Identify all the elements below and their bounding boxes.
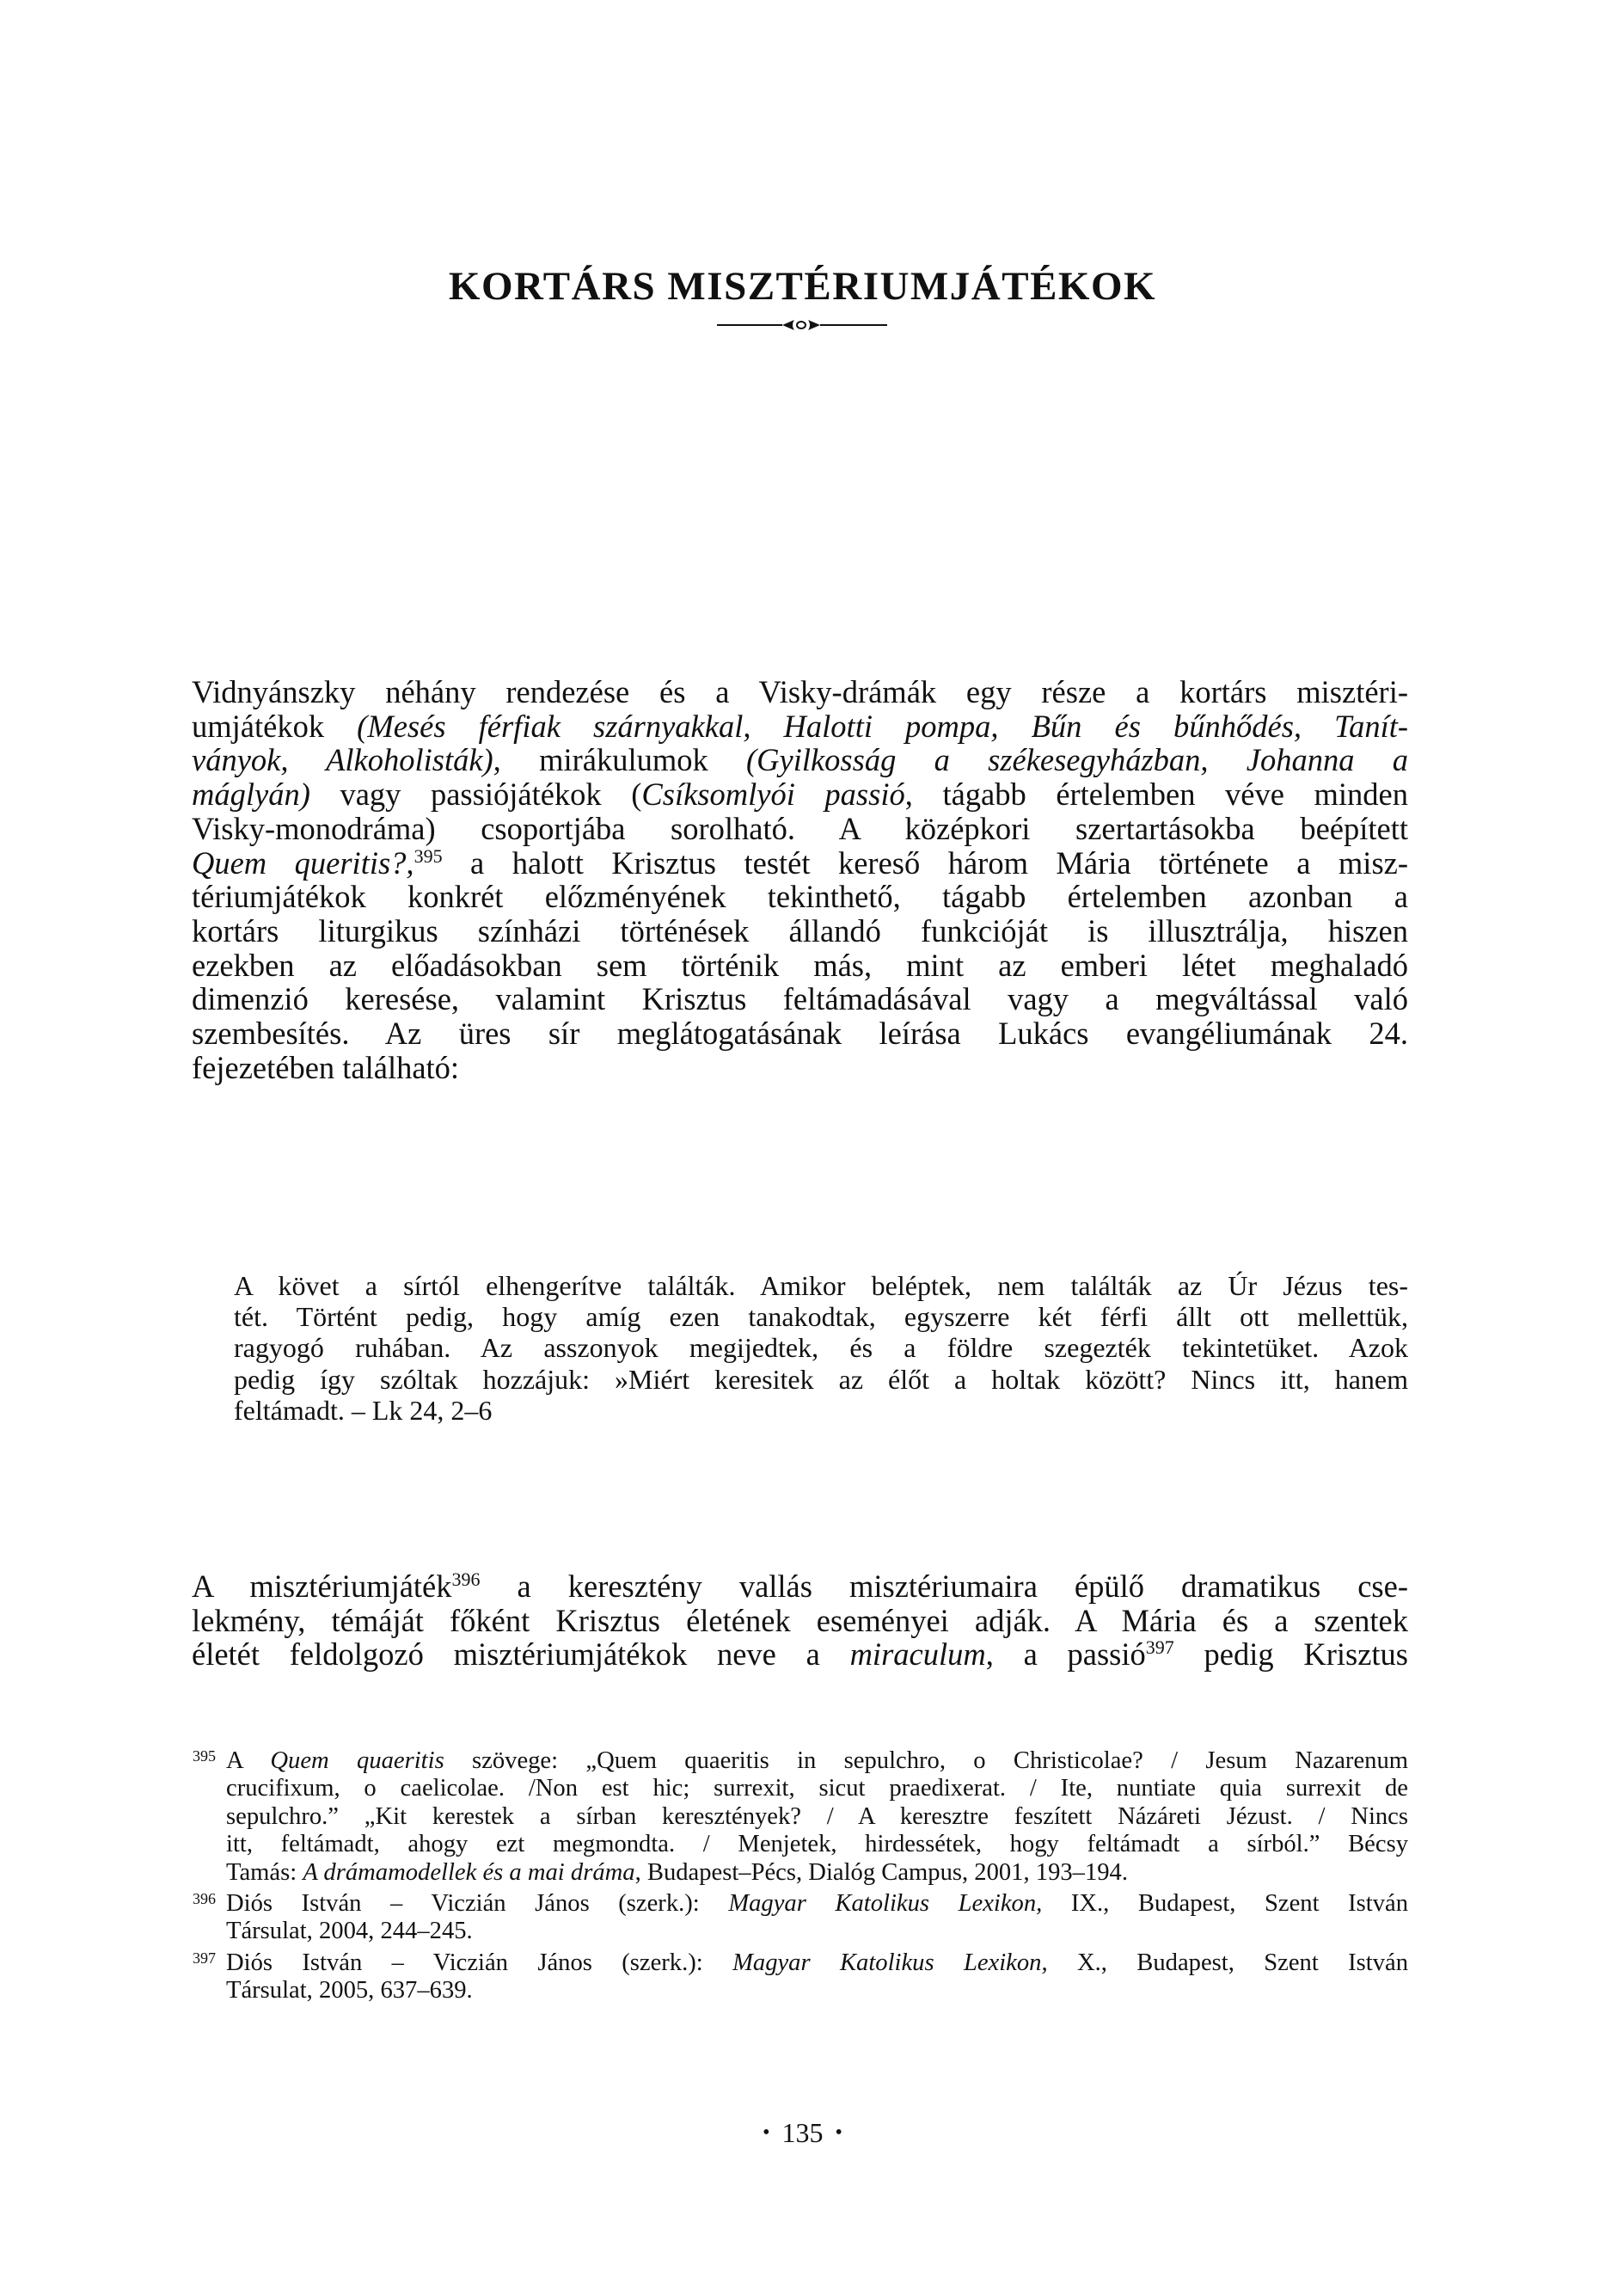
text-run: Társulat, 2004, 244–245. (226, 1918, 473, 1945)
italic-text: A drámamodellek és a mai dráma (303, 1858, 635, 1886)
italic-text: máglyán) (192, 777, 310, 813)
bullet-icon: • (763, 2121, 770, 2144)
text-line (192, 777, 1408, 812)
footnote-396 (192, 1890, 1408, 1946)
text-line (192, 1637, 1408, 1672)
text-run: lekmény, témáját főként Krisztus életének eseményei adják. A Mária és a szentek (192, 1602, 1408, 1638)
italic-text: (Mesés férfiak szárnyakkal, Halotti pompa, Bűn és bűnhődés, Tanít- (357, 708, 1409, 744)
text-run: itt, feltámadt, ahogy ezt megmondta. / Menjetek, hirdessétek, hogy feltámadt a sírból.” Bécsy (226, 1831, 1408, 1858)
text-run: szembesítés. Az üres sír meglátogatásának leírása Lukács evangéliumának 24. (192, 1016, 1408, 1052)
text-line (226, 1949, 1408, 1977)
italic-text: Quem quaeritis (270, 1747, 444, 1774)
footnotes (192, 1747, 1408, 2009)
text-line (192, 743, 1408, 777)
body-paragraph-2 (192, 1569, 1408, 1672)
italic-text: Quem queritis?, (192, 844, 414, 881)
page-number: 135 (781, 2117, 824, 2148)
text-run: A (226, 1747, 271, 1774)
text-run: ezekben az előadásokban sem történik más, mint az emberi létet meghaladó (192, 947, 1408, 983)
text-line (192, 709, 1408, 744)
page-footer (0, 2115, 1605, 2153)
text-run: crucifixum, o caelicolae. /Non est hic; surrexit, sicut praedixerat. / Ite, nuntiate quia surrexit de (226, 1775, 1408, 1802)
italic-text: (Gyilkosság a székesegyházban, Johanna a (745, 742, 1408, 778)
footnote-reference: 396 (451, 1569, 481, 1590)
text-line (192, 1016, 1408, 1051)
text-run: mirákulumok (500, 742, 746, 778)
text-line (192, 846, 1408, 881)
footnote-number: 395 (193, 1747, 216, 1765)
footnote-reference: 397 (1145, 1636, 1174, 1659)
text-run: kortárs liturgikus színházi történések állandó funkcióját is illusztrálja, hiszen (192, 912, 1408, 948)
footnote-number: 397 (193, 1949, 216, 1967)
text-run: dimenzió keresése, valamint Krisztus feltámadásával vagy a megváltással való (192, 981, 1408, 1017)
text-line (192, 1051, 1408, 1085)
text-run: Tamás: (226, 1858, 303, 1886)
text-line (226, 1775, 1408, 1802)
text-run: , a passió (985, 1636, 1146, 1673)
body-paragraph-1 (192, 675, 1408, 1084)
text-line (234, 1364, 1408, 1395)
footnote-text (226, 1747, 1408, 1887)
text-line (192, 880, 1408, 914)
footnote-395 (192, 1747, 1408, 1887)
text-line (234, 1332, 1408, 1363)
text-run: vagy passiójátékok ( (309, 777, 642, 813)
footnote-number: 396 (193, 1890, 216, 1908)
text-run: tét. Történt pedig, hogy amíg ezen tanakodtak, egyszerre két férfi állt ott mellettük, (234, 1301, 1408, 1333)
text-run: feltámadt. – Lk 24, 2–6 (234, 1394, 493, 1426)
text-run: tériumjátékok konkrét előzményének tekinthető, tágabb értelemben azonban a (192, 879, 1408, 915)
text-run: A követ a sírtól elhengerítve találták. Amikor beléptek, nem találták az Úr Jézus tes- (234, 1270, 1408, 1301)
text-run: a halott Krisztus testét kereső három Mária története a misz- (442, 844, 1408, 881)
text-run: , Budapest–Pécs, Dialóg Campus, 2001, 193–194. (634, 1858, 1129, 1886)
text-line (192, 982, 1408, 1016)
text-run: umjátékok (192, 708, 358, 744)
text-line (226, 1890, 1408, 1918)
text-run: Diós István – Viczián János (szerk.): (226, 1890, 729, 1918)
text-run: Társulat, 2005, 637–639. (226, 1977, 473, 2004)
text-line (192, 812, 1408, 846)
footnote-text (226, 1949, 1408, 2005)
fleuron-divider-icon (715, 315, 889, 335)
text-line (192, 914, 1408, 948)
italic-text: ványok, Alkoholisták), (192, 742, 501, 778)
text-run: Visky-monodráma) csoportjába sorolható. A középkori szertartásokba beépített (192, 810, 1408, 846)
italic-text: Magyar Katolikus Lexikon, (728, 1890, 1043, 1918)
text-run: Vidnyánszky néhány rendezése és a Visky-drámák egy része a kortárs misztéri- (192, 674, 1408, 709)
text-line (234, 1395, 1408, 1426)
block-quote (234, 1270, 1408, 1426)
text-run: A misztériumjáték (192, 1569, 452, 1604)
footnote-text (226, 1890, 1408, 1946)
text-line (226, 1831, 1408, 1858)
text-run: ragyogó ruhában. Az asszonyok megijedtek, és a földre szegezték tekintetüket. Azok (234, 1332, 1408, 1364)
footnote-reference: 395 (414, 844, 443, 867)
text-line (192, 948, 1408, 983)
text-run: X., Budapest, Szent István (1047, 1949, 1409, 1976)
text-line (226, 1803, 1408, 1831)
text-run: a keresztény vallás misztériumaira épülő dramatikus cse- (480, 1569, 1408, 1604)
text-run: életét feldolgozó misztériumjátékok neve a (192, 1636, 850, 1673)
text-run: fejezetében található: (192, 1049, 460, 1085)
text-line (234, 1301, 1408, 1332)
text-run: pedig Krisztus (1173, 1636, 1409, 1673)
italic-text: miraculum (849, 1636, 986, 1673)
text-run: sepulchro.” „Kit kerestek a sírban keresztények? / A keresztre feszített Názáreti Jézust. / Nincs (226, 1802, 1408, 1830)
text-line (226, 1747, 1408, 1775)
text-run: Diós István – Viczián János (szerk.): (226, 1949, 733, 1976)
text-line (192, 1569, 1408, 1604)
footnote-397 (192, 1949, 1408, 2005)
text-line (192, 1604, 1408, 1638)
text-line (226, 1977, 1408, 2004)
bullet-icon: • (835, 2121, 842, 2144)
text-run: , tágabb értelemben véve minden (904, 777, 1408, 813)
text-line (192, 675, 1408, 709)
text-run: szövege: „Quem quaeritis in sepulchro, o Christicolae? / Jesum Nazarenum (444, 1747, 1408, 1774)
text-line (226, 1918, 1408, 1945)
italic-text: Magyar Katolikus Lexikon, (732, 1949, 1048, 1976)
text-line (234, 1270, 1408, 1301)
chapter-title: KORTÁRS MISZTÉRIUMJÁTÉKOK (448, 264, 1157, 310)
italic-text: Csíksomlyói passió (641, 777, 905, 813)
text-run: IX., Budapest, Szent István (1042, 1890, 1408, 1918)
text-run: pedig így szóltak hozzájuk: »Miért keresitek az élőt a holtak között? Nincs itt, hanem (234, 1363, 1408, 1395)
text-line (226, 1859, 1408, 1887)
